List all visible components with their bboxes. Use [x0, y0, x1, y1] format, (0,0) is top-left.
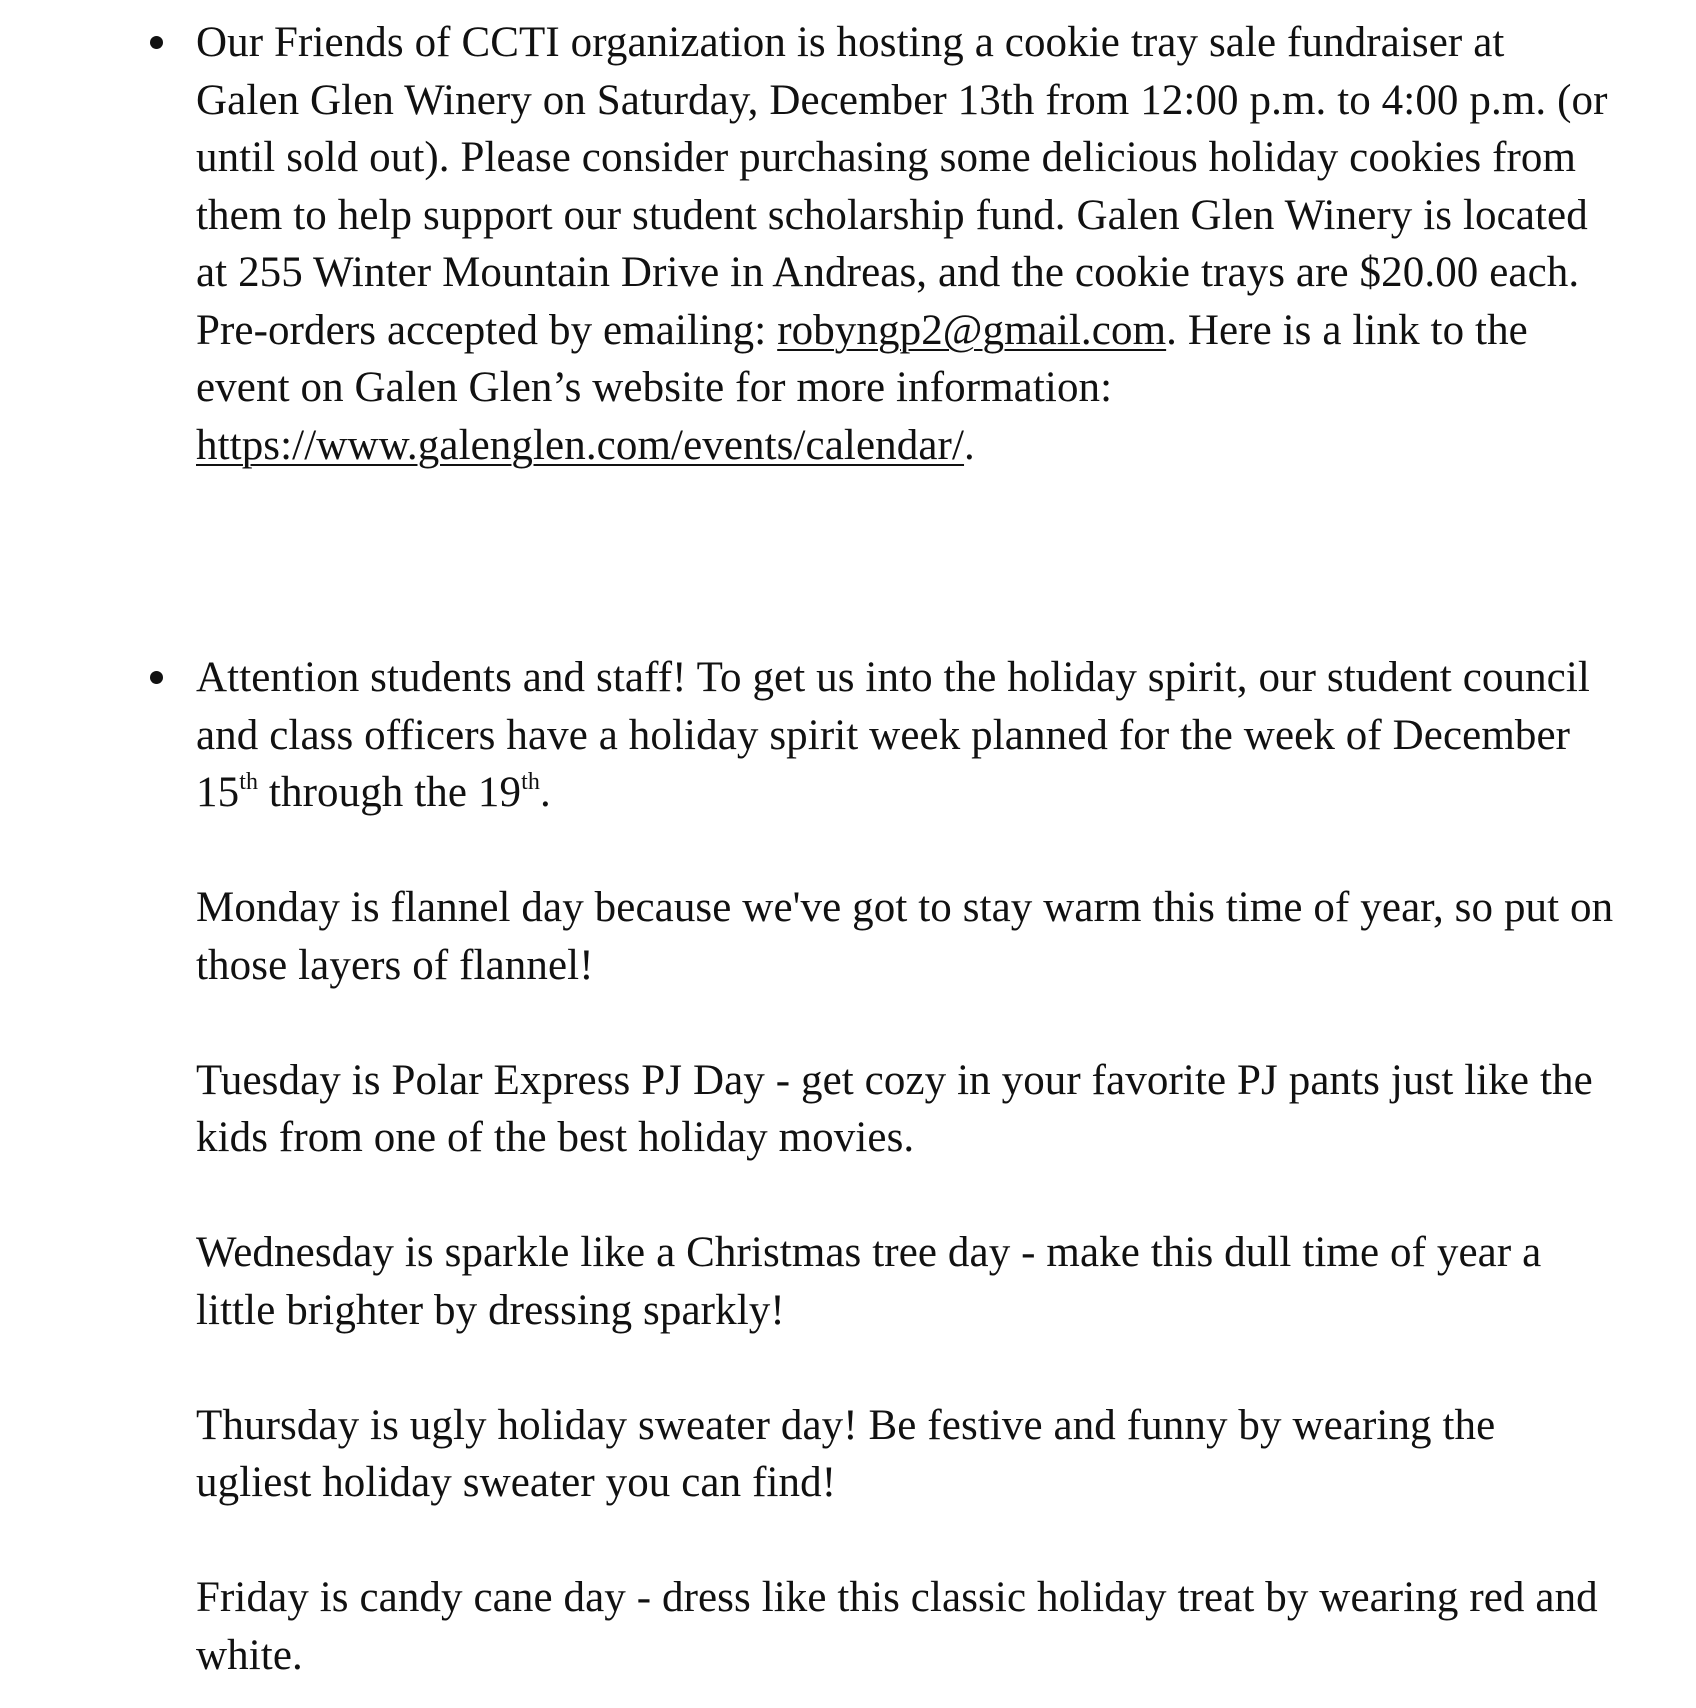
- friday-paragraph: Friday is candy cane day - dress like this classic holiday treat by wearing red and white.: [196, 1574, 1598, 1679]
- tuesday-paragraph: Tuesday is Polar Express PJ Day - get cozy in your favorite PJ pants just like the kids from one of the best holiday movies.: [196, 1056, 1593, 1161]
- bullet-icon: [150, 36, 163, 49]
- spirit-week-intro-text: Attention students and staff! To get us into the holiday spirit, our student council and class officers have a holiday spirit week planned for the week of December 15: [196, 654, 1590, 816]
- paragraph-spacer: [196, 1512, 1616, 1570]
- monday-paragraph: Monday is flannel day because we've got to stay warm this time of year, so put on those layers of flannel!: [196, 884, 1614, 989]
- announcement-cookie-sale: [196, 14, 1616, 474]
- cookie-sale-paragraph: [196, 14, 1616, 474]
- cookie-sale-text: Our Friends of CCTI organization is hosting a cookie tray sale fundraiser at Galen Glen Winery on Saturday, December 13th from 12:00 p.m. to 4:00 p.m. (or until sold out). Please consider purchasing some delicious holiday cookies from them to help support our student scholarship fund. Galen Glen Winery is located at 255 Winter Mountain Drive in Andreas, and the cookie trays are $20.00 each. Pre-orders accepted by emailing:: [196, 19, 1608, 354]
- spirit-week-intro: [196, 649, 1616, 822]
- thursday-paragraph: Thursday is ugly holiday sweater day! Be festive and funny by wearing the ugliest holiday sweater you can find!: [196, 1401, 1496, 1506]
- bullet-icon: [150, 671, 163, 684]
- wednesday-paragraph: Wednesday is sparkle like a Christmas tree day - make this dull time of year a little brighter by dressing sparkly!: [196, 1229, 1542, 1334]
- paragraph-spacer: [196, 1167, 1616, 1225]
- cookie-sale-text-end: .: [964, 421, 975, 469]
- event-calendar-link[interactable]: https://www.galenglen.com/events/calendar/: [196, 421, 965, 469]
- email-link[interactable]: robyngp2@gmail.com: [777, 306, 1167, 354]
- spirit-week-intro-text-continued: through the 19: [258, 769, 522, 816]
- spirit-week-intro-text-end: .: [540, 769, 551, 816]
- cookie-sale-text-continued: . Here is a link to the event on Galen Glen’s website for more information:: [196, 306, 1528, 411]
- paragraph-spacer: [196, 822, 1616, 880]
- paragraph-spacer: [196, 994, 1616, 1052]
- announcement-spirit-week: [196, 649, 1616, 1684]
- paragraph-spacer: [196, 1339, 1616, 1397]
- ordinal-suffix: th: [521, 768, 541, 795]
- ordinal-suffix: th: [239, 768, 259, 795]
